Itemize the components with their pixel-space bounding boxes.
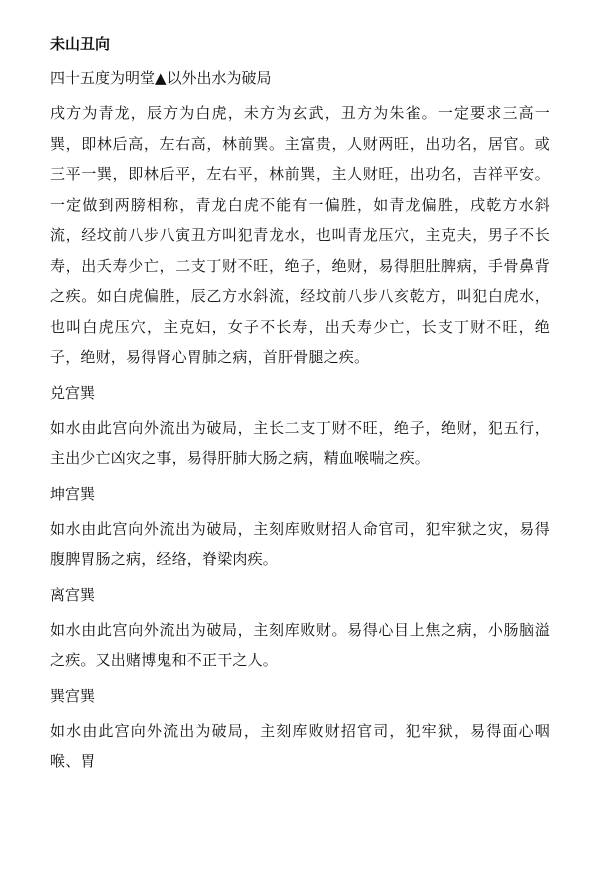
section-text-kun: 如水由此宫向外流出为破局，主刻库败财招人命官司，犯牢狱之灾，易得腹脾胃肠之病，经络，脊梁肉疾。 (50, 519, 550, 568)
section-text-li: 如水由此宫向外流出为破局，主刻库败财。易得心目上焦之病，小肠脑溢之疾。又出赌博鬼和不正干之人。 (50, 620, 550, 669)
intro-paragraph: 戌方为青龙，辰方为白虎，未方为玄武，丑方为朱雀。一定要求三高一巽，即林后高，左右高，林前巽。主富贵，人财两旺，出功名，居官。或三平一巽，即林后平，左右平，林前巽，主人财旺，出功名，吉祥平安。一定做到两膀相称，青龙白虎不能有一偏胜，如青龙偏胜，戌乾方水斜流，经坟前八步八寅丑方叫犯青龙水，也叫青龙压穴，主克夫，男子不长寿，出夭寿少亡，二支丁财不旺，绝子，绝财，易得胆肚脾病，手骨鼻背之疾。如白虎偏胜，辰乙方水斜流，经坟前八步八亥乾方，叫犯白虎水，也叫白虎压穴，主克妇，女子不长寿，出夭寿少亡，长支丁财不旺，绝子，绝财，易得肾心胃肺之病，首肝骨腿之疾。 (50, 104, 550, 366)
section-heading-dui: 兑宫巽 (50, 383, 96, 402)
section-heading-xun: 巽宫巽 (50, 686, 96, 705)
document-page (50, 30, 550, 783)
section-heading-li: 离宫巽 (50, 585, 96, 604)
document-title: 未山丑向 (50, 35, 111, 53)
section-text-xun: 如水由此宫向外流出为破局，主刻库败财招官司，犯牢狱，易得面心咽喉、胃 (50, 721, 550, 770)
section-heading-kun: 坤宫巽 (50, 484, 96, 503)
document-subtitle: 四十五度为明堂▲以外出水为破局 (50, 69, 272, 87)
section-text-dui: 如水由此宫向外流出为破局，主长二支丁财不旺，绝子，绝财，犯五行，主出少亡凶灾之事，易得肝肺大肠之病，精血喉喘之疾。 (50, 418, 550, 467)
